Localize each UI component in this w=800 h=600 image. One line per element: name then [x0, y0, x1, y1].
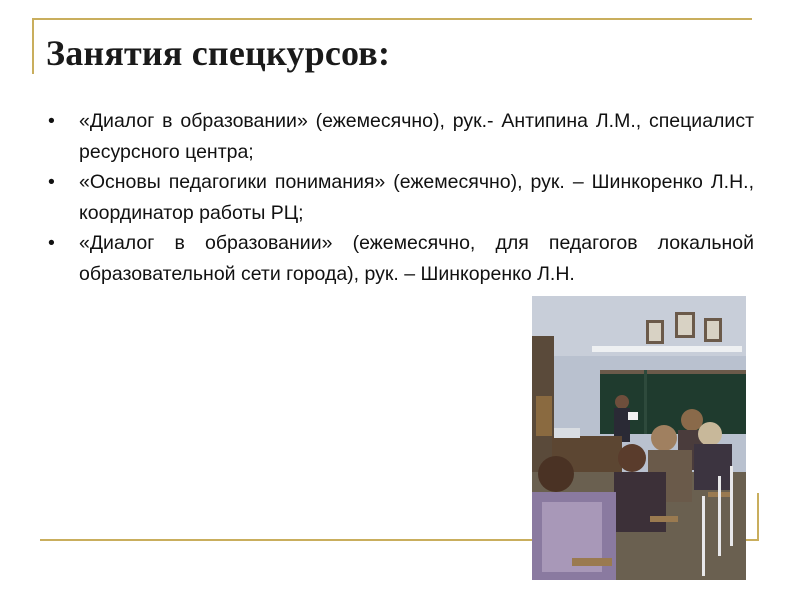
- list-item-text: «Диалог в образовании» (ежемесячно, для педагогов локальной образовательной сети города), рук. – Шинкоренко Л.Н.: [79, 232, 754, 285]
- bullet-icon: •: [48, 110, 55, 132]
- frame-line-top: [32, 18, 752, 20]
- bullet-list: [48, 106, 754, 289]
- list-item: [48, 228, 754, 289]
- list-item-text: «Основы педагогики понимания» (ежемесячно), рук. – Шинкоренко Л.Н., координатор работы РЦ;: [79, 171, 754, 224]
- bullet-icon: •: [48, 171, 55, 193]
- classroom-photo: [532, 296, 746, 580]
- list-item: [48, 167, 754, 228]
- slide-title: Занятия спецкурсов:: [46, 33, 391, 73]
- frame-line-right: [757, 493, 759, 541]
- list-item: [48, 106, 754, 167]
- bullet-icon: •: [48, 232, 55, 254]
- frame-line-left: [32, 18, 34, 74]
- list-item-text: «Диалог в образовании» (ежемесячно), рук.- Антипина Л.М., специалист ресурсного центра;: [79, 110, 754, 163]
